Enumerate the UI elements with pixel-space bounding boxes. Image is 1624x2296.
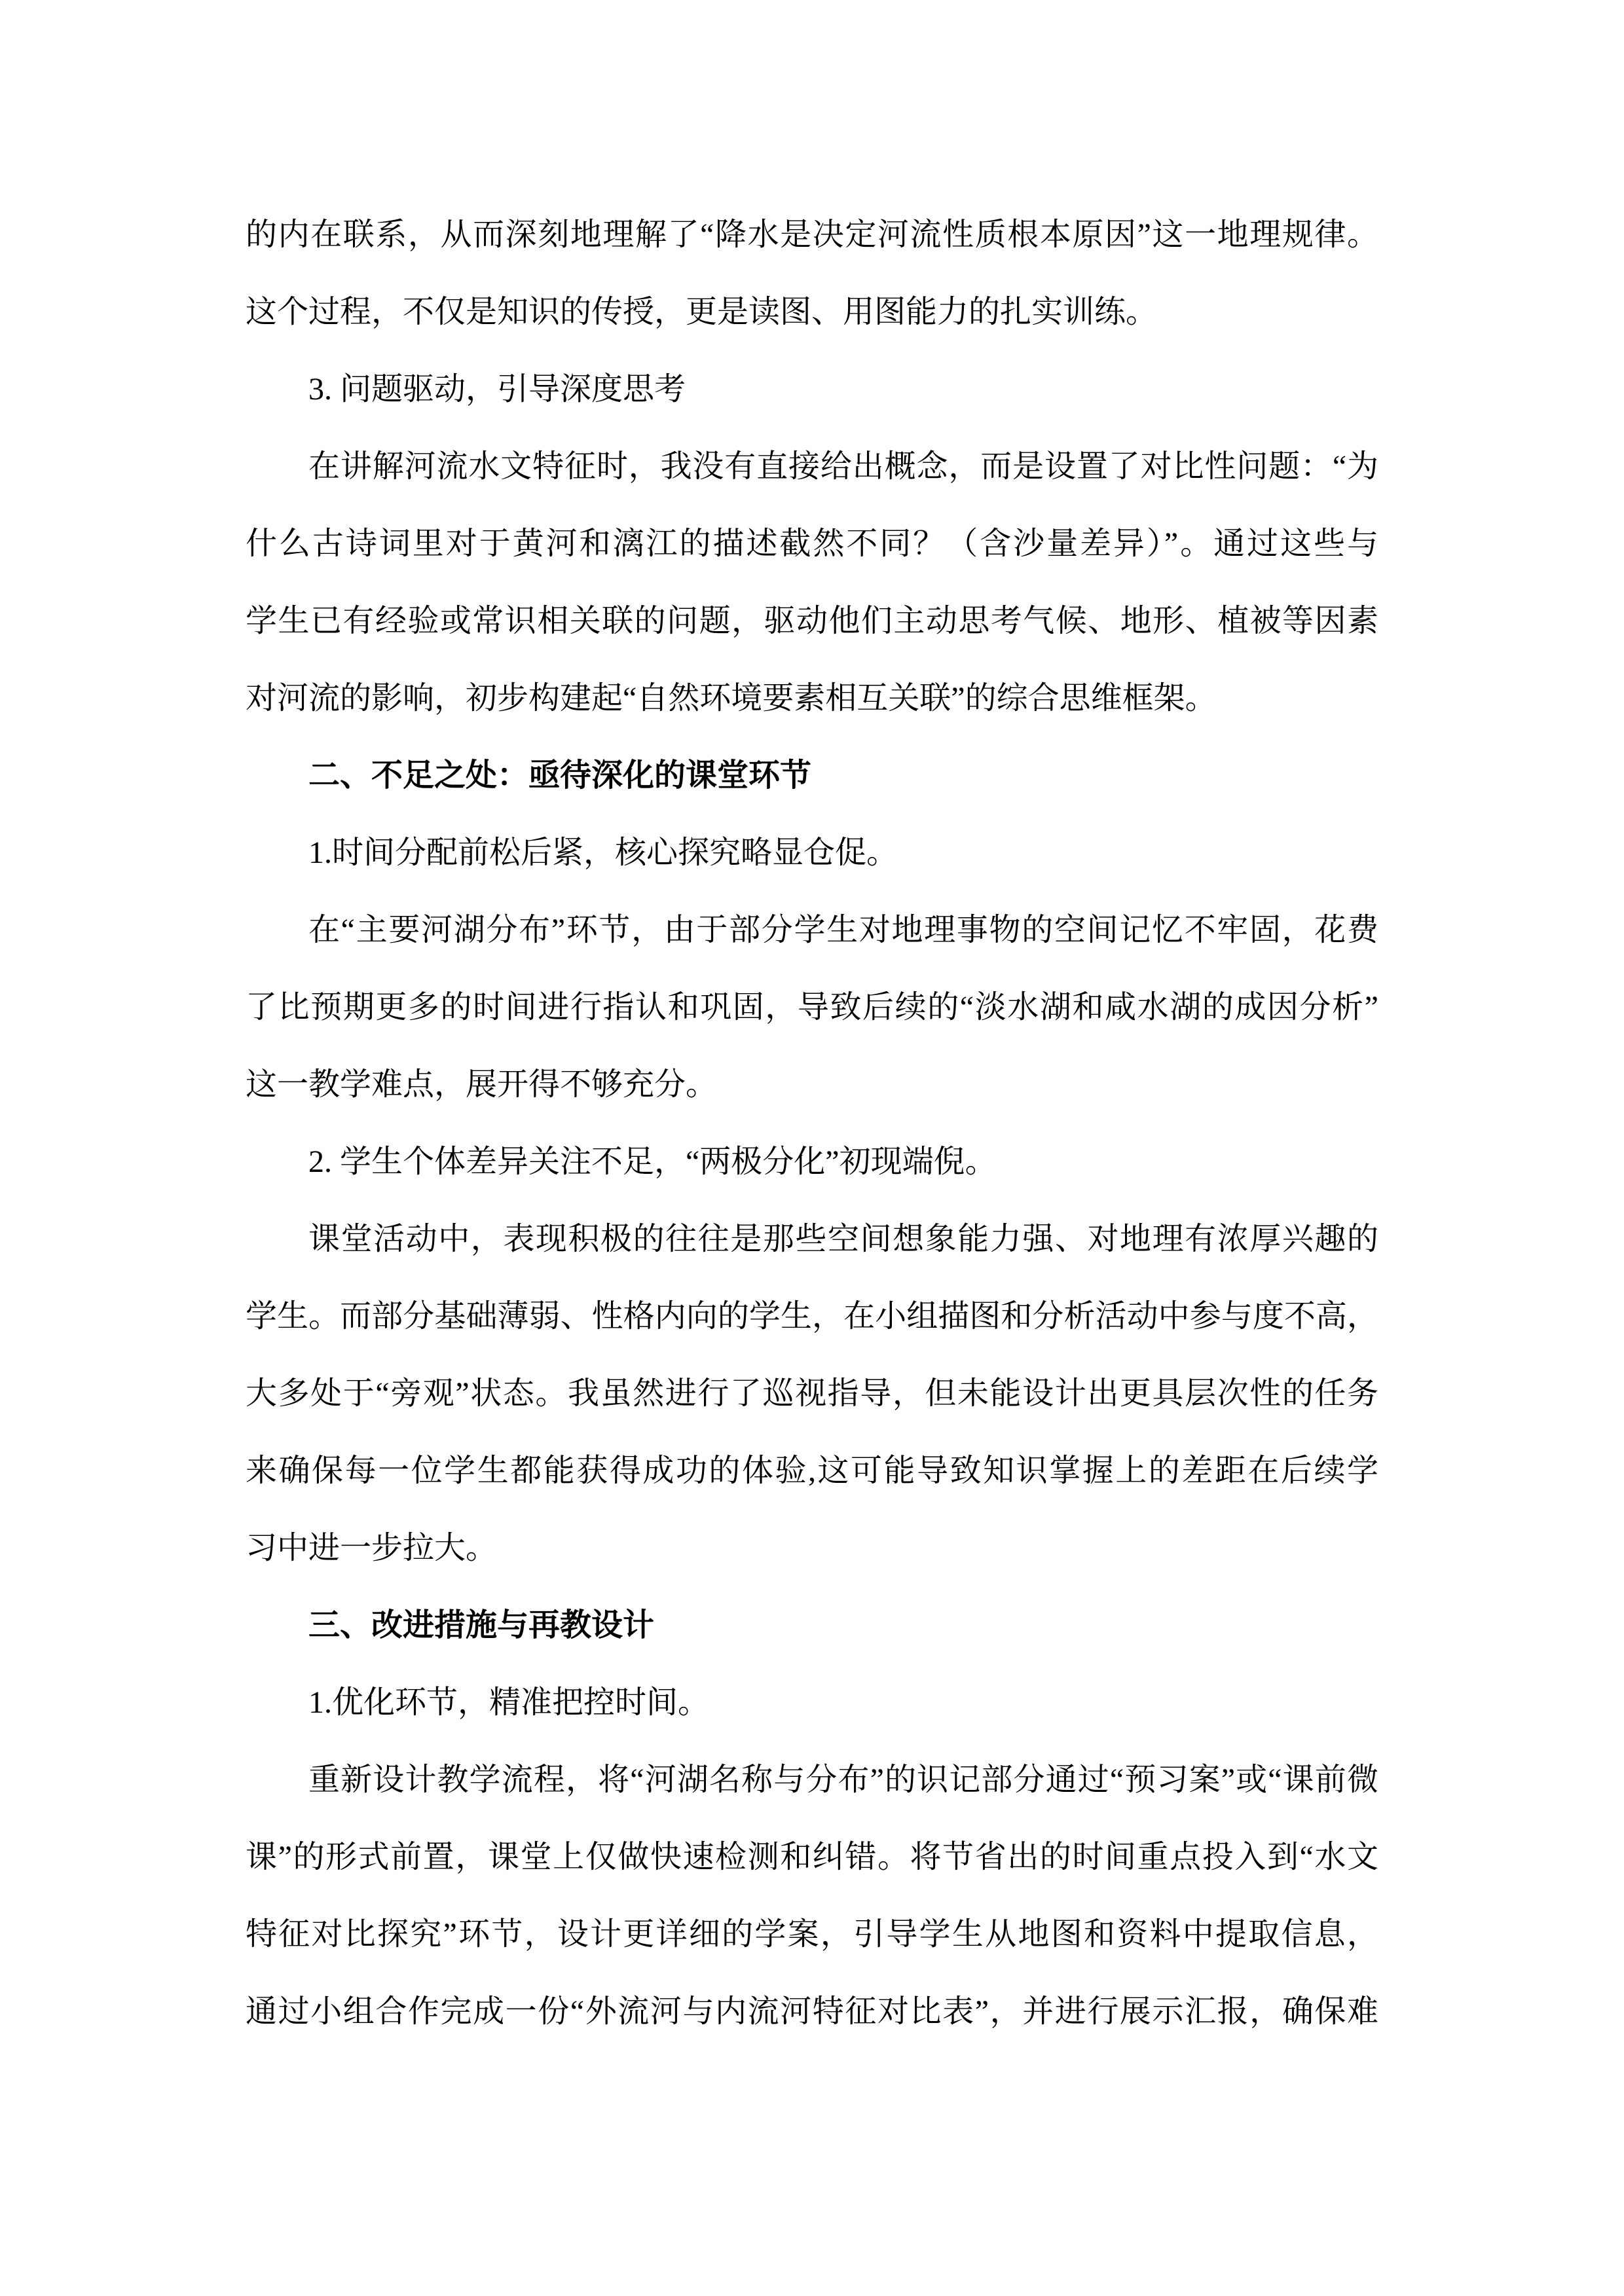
text-line: 1.优化环节，精准把控时间。 <box>308 1685 710 1720</box>
text-line: 这个过程，不仅是知识的传授，更是读图、用图能力的扎实训练。 <box>246 295 1158 329</box>
document-body <box>246 196 1378 2050</box>
text-line: 的内在联系，从而深刻地理解了“降水是决定河流性质根本原因”这一地理规律。 <box>246 217 1378 252</box>
text-line: 在“主要河湖分布”环节，由于部分学生对地理事物的空间记忆不牢固，花费 <box>308 913 1378 947</box>
text-line: 这一教学难点，展开得不够充分。 <box>246 1067 718 1102</box>
text-line: 大多处于“旁观”状态。我虽然进行了巡视指导，但未能设计出更具层次性的任务 <box>246 1376 1378 1411</box>
text-line: 习中进一步拉大。 <box>246 1531 498 1565</box>
text-line: 特征对比探究”环节，设计更详细的学案，引导学生从地图和资料中提取信息， <box>246 1917 1378 1952</box>
text-line: 课堂活动中，表现积极的往往是那些空间想象能力强、对地理有浓厚兴趣的 <box>308 1222 1378 1256</box>
text-line: 在讲解河流水文特征时，我没有直接给出概念，而是设置了对比性问题：“为 <box>308 449 1378 484</box>
text-line: 3. 问题驱动，引导深度思考 <box>308 372 686 407</box>
text-line: 学生。而部分基础薄弱、性格内向的学生，在小组描图和分析活动中参与度不高， <box>246 1299 1378 1334</box>
text-line: 课”的形式前置，课堂上仅做快速检测和纠错。将节省出的时间重点投入到“水文 <box>246 1840 1378 1874</box>
text-line: 1.时间分配前松后紧，核心探究略显仓促。 <box>308 835 898 870</box>
text-line: 了比预期更多的时间进行指认和巩固，导致后续的“淡水湖和咸水湖的成因分析” <box>246 990 1378 1025</box>
section-heading: 二、不足之处：亟待深化的课堂环节 <box>308 758 812 793</box>
text-line: 重新设计教学流程，将“河湖名称与分布”的识记部分通过“预习案”或“课前微 <box>308 1762 1378 1797</box>
text-line: 通过小组合作完成一份“外流河与内流河特征对比表”，并进行展示汇报，确保难 <box>246 1994 1378 2029</box>
text-line: 来确保每一位学生都能获得成功的体验,这可能导致知识掌握上的差距在后续学 <box>246 1453 1378 1488</box>
text-line: 2. 学生个体差异关注不足，“两极分化”初现端倪。 <box>308 1144 997 1179</box>
text-line: 对河流的影响，初步构建起“自然环境要素相互关联”的综合思维框架。 <box>246 681 1217 716</box>
section-heading: 三、改进措施与再教设计 <box>308 1608 655 1643</box>
text-line: 学生已有经验或常识相关联的问题，驱动他们主动思考气候、地形、植被等因素 <box>246 604 1378 638</box>
text-line: 什么古诗词里对于黄河和漓江的描述截然不同？（含沙量差异）”。通过这些与 <box>246 526 1378 561</box>
